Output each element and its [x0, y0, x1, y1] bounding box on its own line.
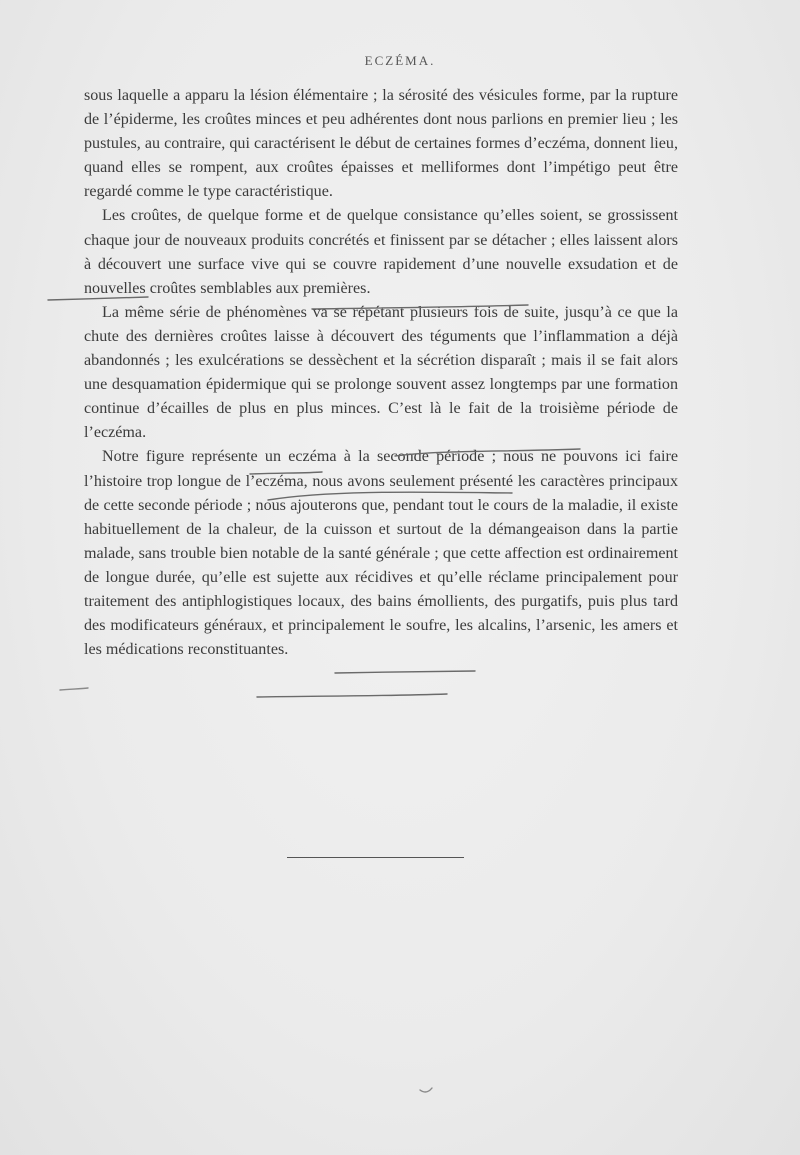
paragraph-3: La même série de phénomènes va se répétant plusieurs fois de suite, jusqu’à ce que la chute des dernières croûtes laisse à découvert des téguments que l’inflammation a déjà abandonnés ; les exulcérations se dessèchent et la sécrétion disparaît ; mais il se fait alors une desquamation épidermique qui se prolonge souvent assez longtemps par une formation continue d’écailles de plus en plus minces. C’est là le fait de la troisième période de l’eczéma.: [84, 303, 678, 442]
pencil-mark-bottom: [420, 1088, 432, 1092]
paragraph-2: Les croûtes, de quelque forme et de quelque consistance qu’elles soient, se grossissent chaque jour de nouveaux produits concrétés et finissent par se détacher ; elles laissent alors à découvert une surface vive qui se couvre rapidement d’une nouvelle exsudation et de nouvelles croûtes semblables aux premières.: [84, 207, 678, 297]
paragraph-1: sous laquelle a apparu la lésion élémentaire ; la sérosité des vésicules forme, par la rupture de l’épiderme, les croûtes minces et peu adhérentes dont nous parlions en premier lieu ; les pustules, au contraire, qui caractérisent le début de certaines formes d’eczéma, donnent lieu, quand elles se rompent, aux croûtes épaisses et melliformes dont l’impétigo peut être regardé comme le type caractéristique.: [84, 87, 678, 201]
pencil-underline-antiphlogistiques: [257, 694, 447, 697]
body-text: [84, 84, 678, 662]
running-head: ECZÉMA.: [364, 53, 436, 68]
pencil-mark-margin: [60, 688, 88, 690]
closing-rule: [287, 857, 464, 858]
pencil-underline-recidives: [335, 671, 475, 673]
paragraph-4: Notre figure représente un eczéma à la seconde période ; nous ne pouvons ici faire l’histoire trop longue de l’eczéma, nous avons seulement présenté les caractères principaux de cette seconde période ; nous ajouterons que, pendant tout le cours de la maladie, il existe habituellement de la chaleur, de la cuisson et surtout de la démangeaison dans la partie malade, sans trouble bien notable de la santé générale ; que cette affection est ordinairement de longue durée, qu’elle est sujette aux récidives et qu’elle réclame principalement pour traitement des antiphlogistiques locaux, des bains émollients, des purgatifs, puis plus tard des modificateurs généraux, et principalement le soufre, les alcalins, l’arsenic, les amers et les médications reconstituantes.: [84, 448, 678, 659]
